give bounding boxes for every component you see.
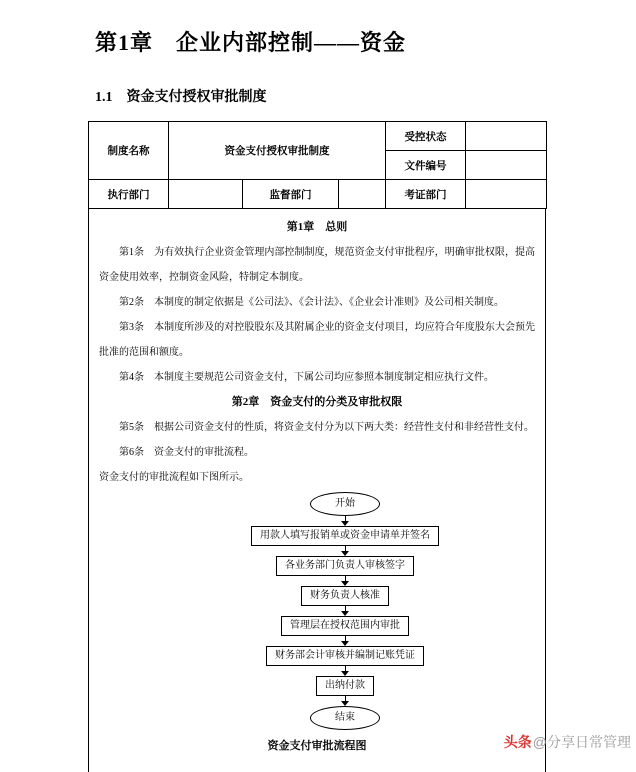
table-row	[89, 122, 547, 151]
down-arrow-icon	[341, 666, 350, 676]
document-content	[88, 209, 546, 772]
file-number-value-cell	[466, 151, 547, 180]
document	[88, 121, 546, 772]
flow-node-accounting-voucher: 财务部会计审核并编制记账凭证	[266, 646, 424, 666]
supervising-dept-label: 监督部门	[243, 180, 339, 209]
article-2: 第2条 本制度的制定依据是《公司法》、《会计法》、《企业会计准则》及公司相关制度。	[119, 297, 504, 308]
info-table	[88, 121, 547, 209]
flow-node-end: 结束	[310, 706, 380, 730]
flow-node-fill-form: 用款人填写报销单或资金申请单并签名	[251, 526, 439, 546]
article-1: 第1条 为有效执行企业资金管理内部控制制度，规范资金支付审批程序，明确审批权限，提高资金使用效率，控制资金风险，特制定本制度。	[99, 247, 535, 283]
down-arrow-icon	[341, 636, 350, 646]
file-number-label: 文件编号	[386, 151, 466, 180]
flow-node-dept-review: 各业务部门负责人审核签字	[276, 556, 414, 576]
verifying-dept-value-cell	[466, 180, 547, 209]
supervising-dept-value-cell	[339, 180, 386, 209]
controlled-status-value-cell	[466, 122, 547, 151]
flow-intro: 资金支付的审批流程如下图所示。	[99, 472, 249, 483]
flowchart-caption: 资金支付审批流程图	[267, 740, 367, 752]
watermark	[504, 732, 631, 752]
article-6: 第6条 资金支付的审批流程。	[119, 447, 254, 458]
system-name-value: 资金支付授权审批制度	[169, 122, 386, 180]
down-arrow-icon	[341, 606, 350, 616]
down-arrow-icon	[341, 576, 350, 586]
chapter2-heading: 第2章 资金支付的分类及审批权限	[231, 396, 403, 408]
chapter-title: 第1章 企业内部控制——资金	[95, 30, 407, 55]
table-row	[89, 180, 547, 209]
flowchart	[127, 492, 546, 730]
flow-node-finance-approve: 财务负责人核准	[301, 586, 389, 606]
flow-node-management-approve: 管理层在授权范围内审批	[281, 616, 409, 636]
executing-dept-label: 执行部门	[89, 180, 169, 209]
down-arrow-icon	[341, 696, 350, 706]
section-title: 1.1 资金支付授权审批制度	[95, 90, 267, 105]
executing-dept-value-cell	[169, 180, 243, 209]
down-arrow-icon	[341, 516, 350, 526]
flow-node-cashier-pay: 出纳付款	[316, 676, 374, 696]
article-5: 第5条 根据公司资金支付的性质，将资金支付分为以下两大类：经营性支付和非经营性支付。	[119, 422, 534, 433]
toutiao-logo: 头条	[503, 734, 532, 750]
system-name-label: 制度名称	[89, 122, 169, 180]
article-3: 第3条 本制度所涉及的对控股股东及其附属企业的资金支付项目，均应符合年度股东大会预先批准的范围和额度。	[99, 322, 535, 358]
watermark-author: @分享日常管理	[532, 734, 631, 750]
controlled-status-label: 受控状态	[386, 122, 466, 151]
article-4: 第4条 本制度主要规范公司资金支付，下属公司均应参照本制度制定相应执行文件。	[119, 372, 494, 383]
chapter1-heading: 第1章 总则	[286, 221, 348, 233]
down-arrow-icon	[341, 546, 350, 556]
verifying-dept-label: 考证部门	[386, 180, 466, 209]
flow-node-start: 开始	[310, 492, 380, 516]
